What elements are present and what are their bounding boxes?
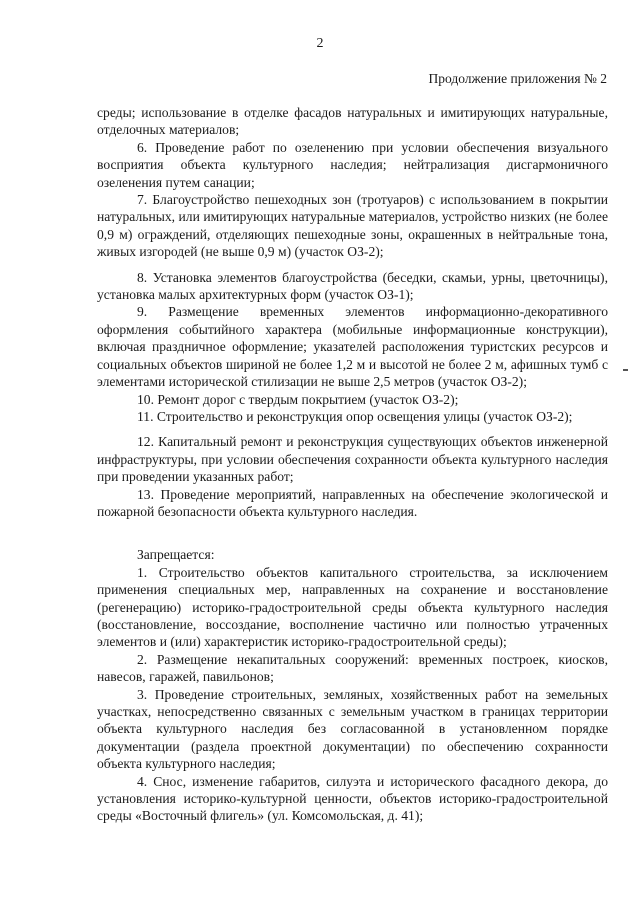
- prohibited-item-2: 2. Размещение некапитальных сооружений: временных построек, киосков, навесов, гаражей, павильонов;: [97, 651, 608, 685]
- prohibited-item-3: 3. Проведение строительных, земляных, хозяйственных работ на земельных участках, непосредственно связанных с земельным участком в границах территории объекта культурного наследия без согласованной в установленном порядке документации (раздела проектной документации) по обеспечению сохранности объекта культурного наследия;: [97, 686, 608, 772]
- permitted-item-7: 7. Благоустройство пешеходных зон (тротуаров) с использованием в покрытии натуральных, или имитирующих натуральные материалов, устройство низких (не более 0,9 м) ограждений, отделяющих пешеходные зоны, окрашенных в нейтральные тона, живых изгородей (не выше 0,9 м) (участок ОЗ-2);: [97, 192, 608, 260]
- appendix-continuation-note: Продолжение приложения № 2: [428, 71, 607, 86]
- permitted-item-8: 8. Установка элементов благоустройства (беседки, скамьи, урны, цветочницы), установка малых архитектурных форм (участок ОЗ-1);: [97, 269, 608, 303]
- permitted-item-12: 12. Капитальный ремонт и реконструкция существующих объектов инженерной инфраструктуры, при условии обеспечения сохранности объекта культурного наследия при проведении указанных работ;: [97, 434, 608, 485]
- prohibited-item-4: 4. Снос, изменение габаритов, силуэта и исторического фасадного декора, до установления историко-культурной ценности, объектов историко-градостроительной среды «Восточный флигель» (ул. Комсомольская, д. 41);: [97, 773, 608, 824]
- prohibited-heading: Запрещается:: [137, 547, 215, 563]
- permitted-item-9: 9. Размещение временных элементов информационно-декоративного оформления событийного характера (мобильные информационные конструкции), включая праздничное оформление; указателей расположения туристских ресурсов и социальных объектов шириной не более 1,2 м и высотой не более 2 м, афишных тумб с элементами исторической стилизации не выше 2,5 метров (участок ОЗ-2);: [97, 304, 608, 390]
- margin-mark: [623, 369, 628, 371]
- permitted-item-13: 13. Проведение мероприятий, направленных на обеспечение экологической и пожарной безопасности объекта культурного наследия.: [97, 486, 608, 519]
- permitted-item-10: 10. Ремонт дорог с твердым покрытием (участок ОЗ-2);: [137, 391, 459, 407]
- permitted-item-11: 11. Строительство и реконструкция опор освещения улицы (участок ОЗ-2);: [137, 408, 573, 424]
- document-body: [97, 104, 608, 825]
- permitted-item-6: 6. Проведение работ по озеленению при условии обеспечения визуального восприятия объекта культурного наследия; нейтрализация дисгармоничного озеленения путем санации;: [97, 139, 608, 190]
- permitted-item-5-continuation: среды; использование в отделке фасадов натуральных и имитирующих натуральные, отделочных материалов;: [97, 105, 608, 138]
- page-number: 2: [316, 36, 324, 51]
- prohibited-item-1: 1. Строительство объектов капитального строительства, за исключением применения специальных мер, направленных на сохранение и восстановление (регенерацию) историко-градостроительной среды объекта культурного наследия (восстановление, воссоздание, восполнение частично или полностью утраченных элементов и (или) характеристик историко-градостроительной среды);: [97, 564, 608, 650]
